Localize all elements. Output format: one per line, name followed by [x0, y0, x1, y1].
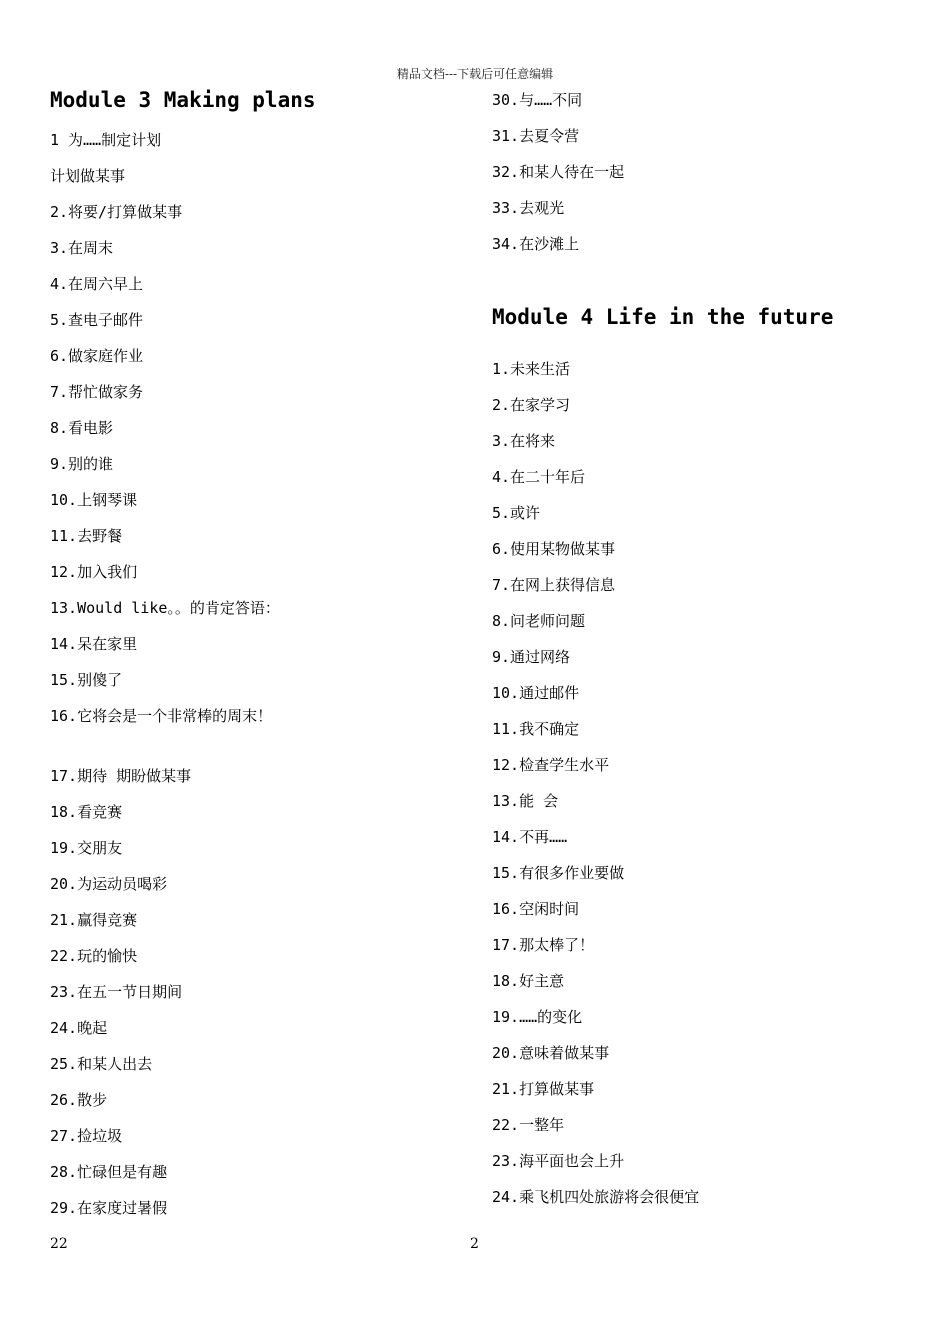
list-item: 15.有很多作业要做: [492, 864, 625, 882]
module3-list-a: [50, 122, 470, 734]
list-item: 1 为……制定计划: [50, 131, 162, 149]
list-item: 20.意味着做某事: [492, 1044, 610, 1062]
left-column: [50, 84, 470, 1226]
list-item: 4.在二十年后: [492, 468, 586, 486]
list-item: 17.那太棒了！: [492, 936, 595, 954]
list-item: 2.将要/打算做某事: [50, 203, 183, 221]
list-item: 18.看竞赛: [50, 803, 123, 821]
list-item: 10.通过邮件: [492, 684, 580, 702]
page-number-center: 2: [470, 1236, 479, 1252]
right-column: [492, 84, 912, 1215]
page-number-left: 22: [50, 1236, 68, 1252]
list-item: 7.帮忙做家务: [50, 383, 144, 401]
list-item: 22.玩的愉快: [50, 947, 138, 965]
list-item: 6.使用某物做某事: [492, 540, 616, 558]
list-item: 10.上钢琴课: [50, 491, 138, 509]
list-item: 6.做家庭作业: [50, 347, 144, 365]
list-item: 4.在周六早上: [50, 275, 144, 293]
list-item: 12.检查学生水平: [492, 756, 610, 774]
list-item: 23.海平面也会上升: [492, 1152, 625, 1170]
list-item: 9.通过网络: [492, 648, 571, 666]
list-item: 21.赢得竞赛: [50, 911, 138, 929]
list-item: 22.一整年: [492, 1116, 565, 1134]
list-item: 31.去夏令营: [492, 127, 580, 145]
list-item: 16.它将会是一个非常棒的周末！: [50, 707, 273, 725]
list-item: 16.空闲时间: [492, 900, 580, 918]
list-item: 5.或许: [492, 504, 541, 522]
list-item: 32.和某人待在一起: [492, 163, 625, 181]
list-item: 24.乘飞机四处旅游将会很便宜: [492, 1188, 700, 1206]
list-item: 5.查电子邮件: [50, 311, 144, 329]
list-item: 26.散步: [50, 1091, 108, 1109]
list-item: 11.我不确定: [492, 720, 580, 738]
module4-list: [492, 351, 912, 1215]
list-item: 7.在网上获得信息: [492, 576, 616, 594]
list-item: 8.问老师问题: [492, 612, 586, 630]
spacer: [492, 262, 912, 301]
list-item: 30.与……不同: [492, 91, 583, 109]
list-item: 20.为运动员喝彩: [50, 875, 168, 893]
list-item: 11.去野餐: [50, 527, 123, 545]
list-item: 15.别傻了: [50, 671, 123, 689]
list-item: 18.好主意: [492, 972, 565, 990]
spacer: [50, 734, 470, 758]
list-item: 34.在沙滩上: [492, 235, 580, 253]
watermark: 精品文档---下载后可任意编辑: [396, 67, 554, 81]
list-item: 计划做某事: [50, 167, 126, 185]
list-item: 33.去观光: [492, 199, 565, 217]
list-item: 29.在家度过暑假: [50, 1199, 168, 1217]
list-item: 17.期待 期盼做某事: [50, 767, 192, 785]
list-item: 14.呆在家里: [50, 635, 138, 653]
list-item: 23.在五一节日期间: [50, 983, 183, 1001]
list-item: 13.Would like。。的肯定答语：: [50, 599, 280, 617]
list-item: 27.捡垃圾: [50, 1127, 123, 1145]
module4-title: Module 4 Life in the future: [492, 305, 834, 329]
list-item: 13.能 会: [492, 792, 559, 810]
list-item: 12.加入我们: [50, 563, 138, 581]
list-item: 19.……的变化: [492, 1008, 583, 1026]
list-item: 28.忙碌但是有趣: [50, 1163, 168, 1181]
list-item: 3.在将来: [492, 432, 556, 450]
list-item: 2.在家学习: [492, 396, 571, 414]
list-item: 8.看电影: [50, 419, 114, 437]
list-item: 14.不再……: [492, 828, 568, 846]
module3-list-c: [492, 82, 912, 262]
list-item: 25.和某人出去: [50, 1055, 153, 1073]
module3-list-b: [50, 758, 470, 1226]
list-item: 3.在周末: [50, 239, 114, 257]
list-item: 19.交朋友: [50, 839, 123, 857]
list-item: 1.未来生活: [492, 360, 571, 378]
list-item: 24.晚起: [50, 1019, 108, 1037]
list-item: 21.打算做某事: [492, 1080, 595, 1098]
list-item: 9.别的谁: [50, 455, 114, 473]
module3-title: Module 3 Making plans: [50, 88, 316, 112]
